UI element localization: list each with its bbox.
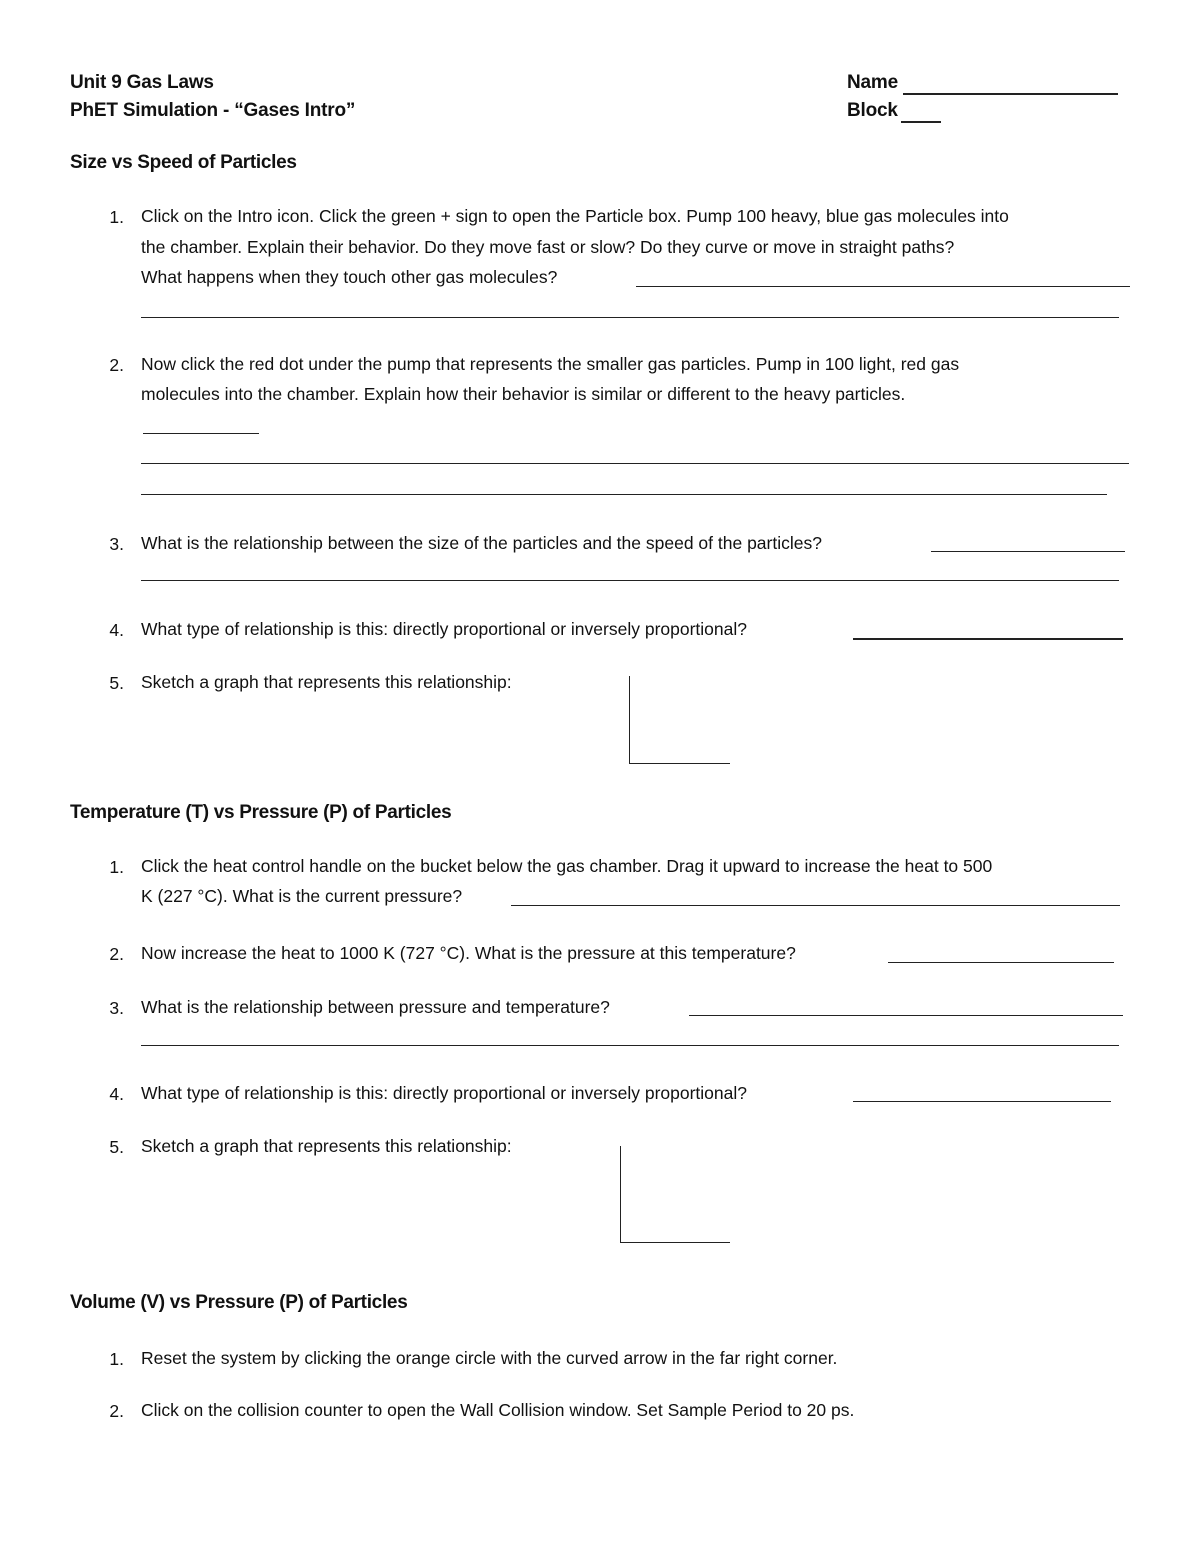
- answer-line[interactable]: [141, 580, 1119, 581]
- question-text-line: the chamber. Explain their behavior. Do they move fast or slow? Do they curve or move in straight paths?: [141, 237, 955, 257]
- question-number: 5.: [109, 673, 124, 693]
- question-text-line: Click on the Intro icon. Click the green + sign to open the Particle box. Pump 100 heavy, blue gas molecules into: [141, 206, 1009, 226]
- question-text-line: Sketch a graph that represents this relationship:: [141, 1136, 512, 1156]
- graph-sketch-axes[interactable]: [620, 1146, 730, 1243]
- question-number: 2.: [109, 944, 124, 964]
- question-text-line: What is the relationship between pressure and temperature?: [141, 997, 610, 1017]
- question-text-line: Click the heat control handle on the bucket below the gas chamber. Drag it upward to increase the heat to 500: [141, 856, 993, 876]
- answer-line[interactable]: [141, 1045, 1119, 1046]
- question-number: 2.: [109, 1401, 124, 1421]
- question-text-line: Sketch a graph that represents this relationship:: [141, 672, 512, 692]
- question-number: 5.: [109, 1137, 124, 1157]
- unit-title: Unit 9 Gas Laws: [70, 72, 214, 93]
- block-label: Block: [847, 100, 898, 121]
- question-number: 4.: [109, 620, 124, 640]
- question-text-line: What type of relationship is this: directly proportional or inversely proportional?: [141, 1083, 747, 1103]
- question-number: 2.: [109, 355, 124, 375]
- simulation-title: PhET Simulation - “Gases Intro”: [70, 100, 356, 121]
- answer-line[interactable]: [689, 1015, 1123, 1016]
- question-number: 3.: [109, 534, 124, 554]
- answer-line[interactable]: [141, 494, 1107, 495]
- answer-line[interactable]: [141, 463, 1129, 464]
- name-label: Name: [847, 72, 898, 93]
- question-number: 3.: [109, 998, 124, 1018]
- question-number: 1.: [109, 207, 124, 227]
- answer-line[interactable]: [853, 638, 1123, 640]
- answer-line[interactable]: [888, 962, 1114, 963]
- answer-line[interactable]: [511, 905, 1120, 906]
- question-number: 1.: [109, 857, 124, 877]
- question-text-line: K (227 °C). What is the current pressure?: [141, 886, 463, 906]
- question-text-line: Now click the red dot under the pump that represents the smaller gas particles. Pump in 100 light, red gas: [141, 354, 960, 374]
- question-text-line: Now increase the heat to 1000 K (727 °C). What is the pressure at this temperature?: [141, 943, 796, 963]
- section-title-size-speed: Size vs Speed of Particles: [70, 152, 297, 173]
- answer-line[interactable]: [143, 433, 259, 434]
- section-title-volume-pressure: Volume (V) vs Pressure (P) of Particles: [70, 1292, 408, 1313]
- question-text-line: What type of relationship is this: directly proportional or inversely proportional?: [141, 619, 747, 639]
- question-text-line: What happens when they touch other gas molecules?: [141, 267, 558, 287]
- answer-line[interactable]: [636, 286, 1130, 287]
- question-text-line: Click on the collision counter to open the Wall Collision window. Set Sample Period to 20 ps.: [141, 1400, 855, 1420]
- section-title-temperature-pressure: Temperature (T) vs Pressure (P) of Particles: [70, 802, 452, 823]
- question-text-line: molecules into the chamber. Explain how their behavior is similar or different to the heavy particles.: [141, 384, 906, 404]
- answer-line[interactable]: [141, 317, 1119, 318]
- question-number: 1.: [109, 1349, 124, 1369]
- question-text-line: What is the relationship between the size of the particles and the speed of the particles?: [141, 533, 822, 553]
- block-blank-line[interactable]: [901, 121, 941, 123]
- question-number: 4.: [109, 1084, 124, 1104]
- name-blank-line[interactable]: [903, 93, 1118, 95]
- graph-sketch-axes[interactable]: [629, 676, 730, 764]
- question-text-line: Reset the system by clicking the orange circle with the curved arrow in the far right corner.: [141, 1348, 838, 1368]
- answer-line[interactable]: [931, 551, 1125, 552]
- answer-line[interactable]: [853, 1101, 1111, 1102]
